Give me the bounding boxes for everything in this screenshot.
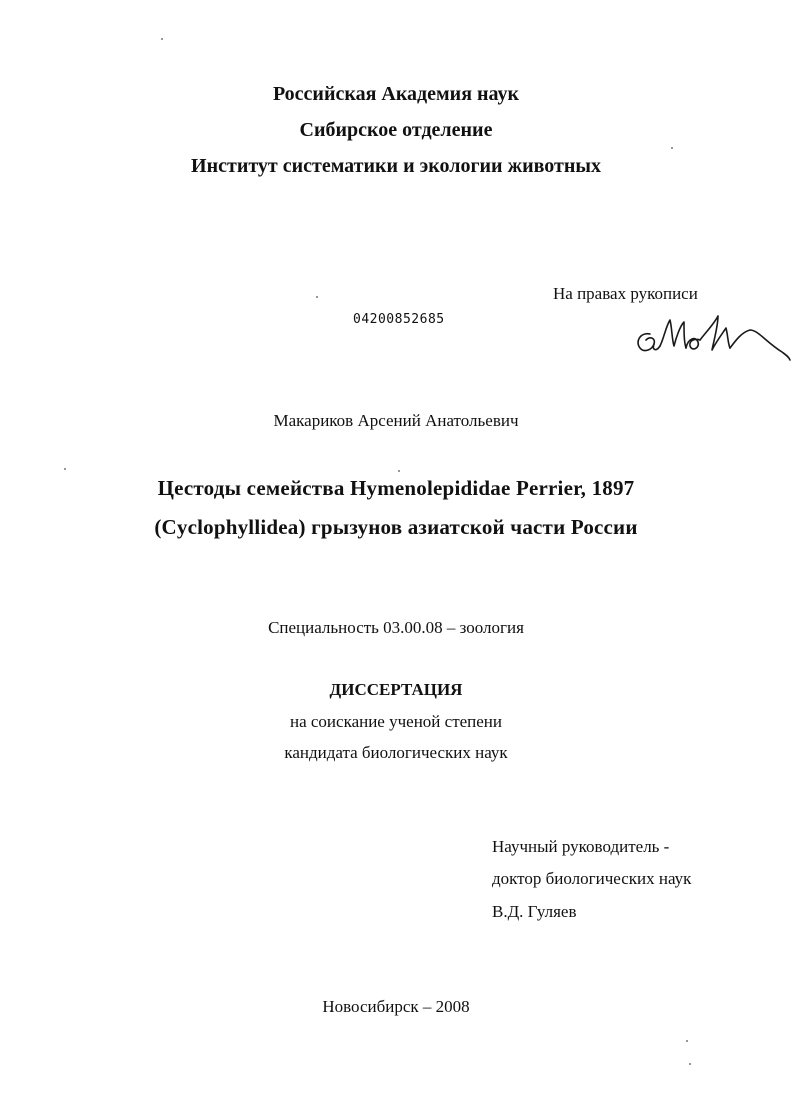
dissertation-title-line-1: Цестоды семейства Hymenolepididae Perrier, 1897 bbox=[157, 476, 635, 500]
catalog-code: 04200852685 bbox=[353, 312, 445, 327]
scan-speck bbox=[64, 468, 66, 470]
advisor-degree: доктор биологических наук bbox=[492, 869, 692, 888]
scan-speck bbox=[671, 147, 673, 149]
degree-line-2: кандидата биологических наук bbox=[284, 743, 508, 762]
institute-name: Институт систематики и экологии животных bbox=[191, 155, 601, 177]
scan-speck bbox=[398, 470, 400, 472]
scan-speck bbox=[689, 1063, 691, 1065]
scan-speck bbox=[161, 38, 163, 40]
author-name: Макариков Арсений Анатольевич bbox=[273, 411, 519, 430]
advisor-role: Научный руководитель - bbox=[492, 837, 670, 856]
place-year: Новосибирск – 2008 bbox=[322, 997, 470, 1016]
manuscript-note: На правах рукописи bbox=[553, 284, 698, 303]
scan-speck bbox=[686, 1040, 688, 1042]
scan-speck bbox=[316, 296, 318, 298]
advisor-name: В.Д. Гуляев bbox=[492, 902, 577, 921]
specialty: Специальность 03.00.08 – зоология bbox=[268, 618, 524, 637]
signature-image bbox=[632, 308, 792, 370]
branch-name: Сибирское отделение bbox=[299, 119, 493, 141]
dissertation-heading: ДИССЕРТАЦИЯ bbox=[329, 680, 463, 699]
degree-line-1: на соискание ученой степени bbox=[289, 712, 503, 731]
academy-name: Российская Академия наук bbox=[272, 83, 520, 105]
dissertation-title-line-2: (Cyclophyllidea) грызунов азиатской части России bbox=[154, 515, 638, 539]
